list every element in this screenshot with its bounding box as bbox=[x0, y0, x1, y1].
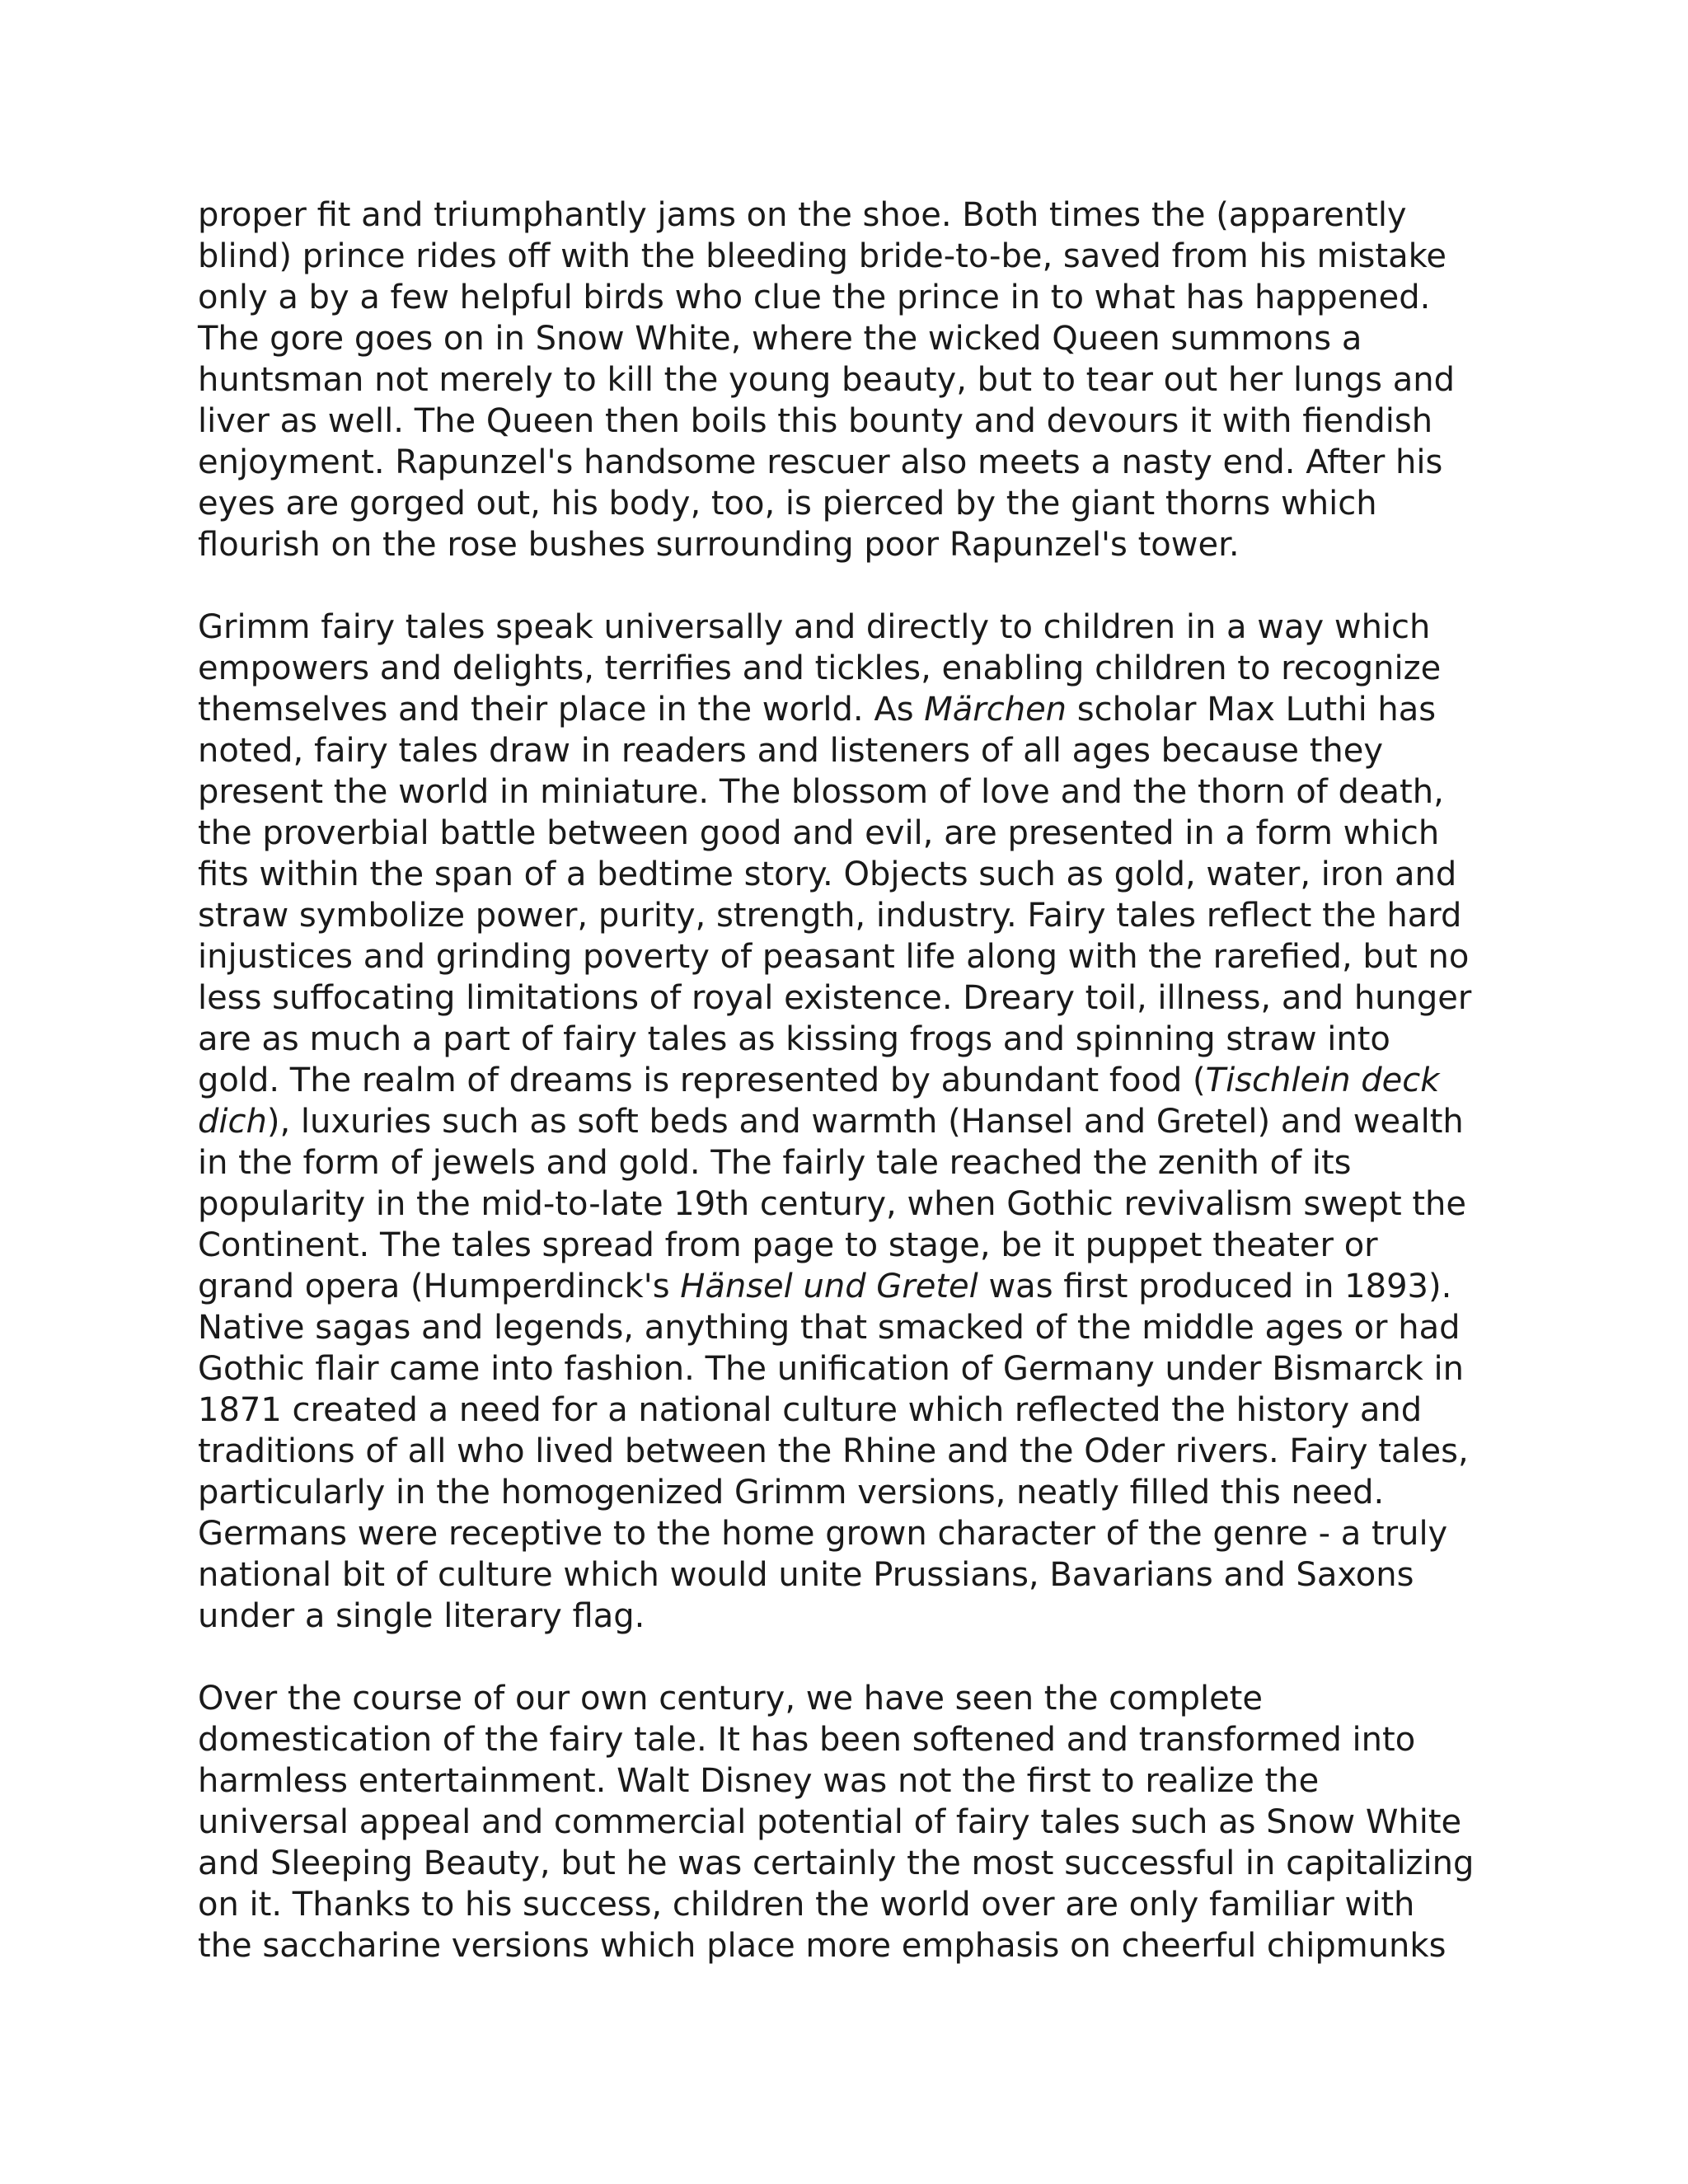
text-line bbox=[198, 936, 1517, 977]
text-run: only a by a few helpful birds who clue the prince in to what has happened. bbox=[198, 279, 1431, 316]
text-line bbox=[198, 442, 1517, 483]
text-line bbox=[198, 1266, 1517, 1307]
text-run: universal appeal and commercial potential of fairy tales such as Snow White bbox=[198, 1803, 1462, 1841]
text-line bbox=[198, 277, 1517, 318]
text-line bbox=[198, 1183, 1517, 1225]
text-run: themselves and their place in the world. As bbox=[198, 691, 925, 729]
text-run: the proverbial battle between good and evil, are presented in a form which bbox=[198, 814, 1440, 852]
text-run: 1871 created a need for a national culture which reflected the history and bbox=[198, 1391, 1423, 1429]
text-line bbox=[198, 1390, 1517, 1431]
text-run: present the world in miniature. The blossom of love and the thorn of death, bbox=[198, 773, 1444, 811]
text-run: Germans were receptive to the home grown character of the genre - a truly bbox=[198, 1515, 1448, 1553]
text-run: ), luxuries such as soft beds and warmth (Hansel and Gretel) and wealth bbox=[266, 1103, 1464, 1141]
text-line bbox=[198, 977, 1517, 1019]
text-line bbox=[198, 689, 1517, 730]
text-line bbox=[198, 1348, 1517, 1390]
body-text bbox=[198, 194, 1517, 1966]
text-line bbox=[198, 1225, 1517, 1266]
text-run: noted, fairy tales draw in readers and listeners of all ages because they bbox=[198, 732, 1384, 770]
text-line bbox=[198, 524, 1517, 565]
text-run: fits within the span of a bedtime story. Objects such as gold, water, iron and bbox=[198, 855, 1457, 893]
text-run: gold. The realm of dreams is represented by abundant food ( bbox=[198, 1062, 1206, 1099]
text-run: particularly in the homogenized Grimm versions, neatly filled this need. bbox=[198, 1474, 1385, 1511]
text-run: grand opera (Humperdinck's bbox=[198, 1268, 681, 1305]
text-run: Over the course of our own century, we have seen the complete bbox=[198, 1680, 1263, 1718]
text-line bbox=[198, 1843, 1517, 1884]
text-run: was first produced in 1893). bbox=[978, 1268, 1452, 1305]
text-run: and Sleeping Beauty, but he was certainly the most successful in capitalizing bbox=[198, 1844, 1475, 1882]
text-run: huntsman not merely to kill the young beauty, but to tear out her lungs and bbox=[198, 361, 1455, 399]
text-run: popularity in the mid-to-late 19th century, when Gothic revivalism swept the bbox=[198, 1185, 1467, 1223]
text-line bbox=[198, 1554, 1517, 1596]
text-run: straw symbolize power, purity, strength, industry. Fairy tales reflect the hard bbox=[198, 897, 1462, 935]
text-line bbox=[198, 1431, 1517, 1472]
text-line bbox=[198, 1596, 1517, 1637]
text-line bbox=[198, 648, 1517, 689]
text-run: eyes are gorged out, his body, too, is pierced by the giant thorns which bbox=[198, 485, 1377, 523]
text-line bbox=[198, 1513, 1517, 1554]
text-line bbox=[198, 194, 1517, 236]
paragraph-gap bbox=[198, 565, 1517, 607]
text-line bbox=[198, 771, 1517, 813]
text-run: enjoyment. Rapunzel's handsome rescuer also meets a nasty end. After his bbox=[198, 443, 1443, 481]
text-line bbox=[198, 483, 1517, 524]
text-run: empowers and delights, terrifies and tickles, enabling children to recognize bbox=[198, 649, 1442, 687]
text-line bbox=[198, 1142, 1517, 1183]
text-line bbox=[198, 1802, 1517, 1843]
text-line bbox=[198, 895, 1517, 936]
text-run: traditions of all who lived between the Rhine and the Oder rivers. Fairy tales, bbox=[198, 1432, 1469, 1470]
text-run: liver as well. The Queen then boils this bounty and devours it with fiendish bbox=[198, 402, 1433, 440]
italic-text: dich bbox=[198, 1103, 267, 1141]
text-run: harmless entertainment. Walt Disney was not the first to realize the bbox=[198, 1762, 1320, 1800]
text-line bbox=[198, 607, 1517, 648]
text-run: flourish on the rose bushes surrounding poor Rapunzel's tower. bbox=[198, 526, 1240, 564]
text-run: on it. Thanks to his success, children the world over are only familiar with bbox=[198, 1886, 1415, 1924]
text-run: The gore goes on in Snow White, where the wicked Queen summons a bbox=[198, 320, 1362, 358]
text-run: Grimm fairy tales speak universally and directly to children in a way which bbox=[198, 608, 1431, 646]
italic-text: Hänsel und Gretel bbox=[680, 1268, 978, 1305]
paragraph bbox=[198, 194, 1517, 565]
text-run: under a single literary flag. bbox=[198, 1597, 645, 1635]
text-line bbox=[198, 730, 1517, 771]
text-run: proper fit and triumphantly jams on the shoe. Both times the (apparently bbox=[198, 196, 1407, 234]
text-line bbox=[198, 1101, 1517, 1142]
text-run: are as much a part of fairy tales as kissing frogs and spinning straw into bbox=[198, 1020, 1390, 1058]
text-run: Gothic flair came into fashion. The unification of Germany under Bismarck in bbox=[198, 1350, 1465, 1388]
text-run: scholar Max Luthi has bbox=[1067, 691, 1437, 729]
text-run: Continent. The tales spread from page to stage, be it puppet theater or bbox=[198, 1226, 1378, 1264]
text-line bbox=[198, 854, 1517, 895]
text-run: domestication of the fairy tale. It has been softened and transformed into bbox=[198, 1721, 1416, 1759]
text-line bbox=[198, 359, 1517, 401]
text-line bbox=[198, 318, 1517, 359]
text-line bbox=[198, 1678, 1517, 1719]
text-line bbox=[198, 1925, 1517, 1966]
text-run: injustices and grinding poverty of peasant life along with the rarefied, but no bbox=[198, 938, 1470, 976]
text-run: less suffocating limitations of royal existence. Dreary toil, illness, and hunger bbox=[198, 979, 1472, 1017]
text-run: blind) prince rides off with the bleeding bride-to-be, saved from his mistake bbox=[198, 237, 1447, 275]
text-line bbox=[198, 401, 1517, 442]
text-line bbox=[198, 1760, 1517, 1802]
text-line bbox=[198, 1719, 1517, 1760]
italic-text: Tischlein deck bbox=[1205, 1062, 1440, 1099]
italic-text: Märchen bbox=[924, 691, 1067, 729]
paragraph-gap bbox=[198, 1637, 1517, 1678]
text-line bbox=[198, 236, 1517, 277]
text-line bbox=[198, 1472, 1517, 1513]
text-run: national bit of culture which would unite Prussians, Bavarians and Saxons bbox=[198, 1556, 1414, 1594]
text-line bbox=[198, 1060, 1517, 1101]
paragraph bbox=[198, 1678, 1517, 1966]
text-run: Native sagas and legends, anything that smacked of the middle ages or had bbox=[198, 1309, 1461, 1347]
paragraph bbox=[198, 607, 1517, 1637]
text-line bbox=[198, 813, 1517, 854]
text-line bbox=[198, 1019, 1517, 1060]
text-run: in the form of jewels and gold. The fairly tale reached the zenith of its bbox=[198, 1144, 1352, 1182]
text-line bbox=[198, 1884, 1517, 1925]
text-line bbox=[198, 1307, 1517, 1348]
text-run: the saccharine versions which place more emphasis on cheerful chipmunks bbox=[198, 1927, 1447, 1965]
